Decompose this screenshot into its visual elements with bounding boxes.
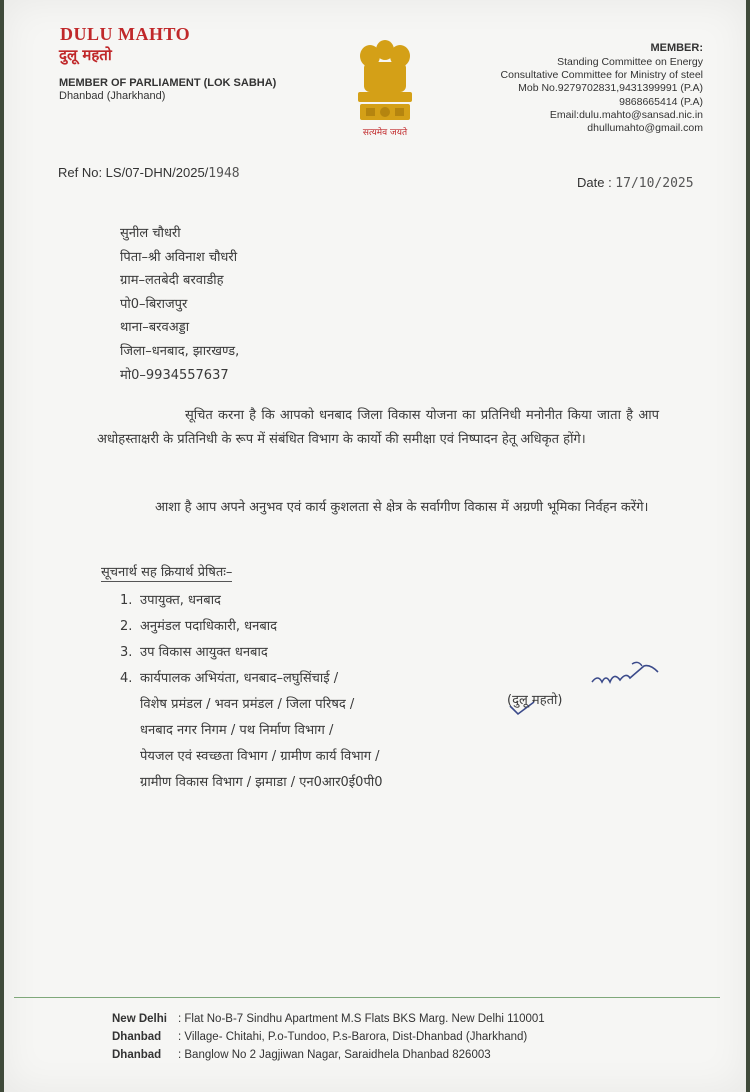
footer-city: Dhanbad <box>112 1049 162 1061</box>
member-line: 9868665414 (P.A) <box>619 95 703 108</box>
list-item-continuation: पेयजल एवं स्वच्छता विभाग / ग्रामीण कार्य विभाग / <box>140 749 380 764</box>
cc-list <box>120 588 382 796</box>
member-line: Standing Committee on Energy <box>557 56 703 68</box>
list-item <box>120 614 382 640</box>
para1-text: सूचित करना है कि आपको धनबाद जिला विकास योजना का प्रतिनिधी मनोनीत किया जाता है आप अधोहस्ताक्षरी के प्रतिनिधी के रूप में संबंधित विभाग के कार्यो की समीक्षा एवं निष्पादन हेतू अधिकृत होंगे। <box>97 408 659 447</box>
list-item <box>120 640 382 666</box>
list-item-number: 4. <box>120 671 133 686</box>
addressee-line: सुनील चौधरी <box>120 226 181 241</box>
reference-number <box>58 165 240 181</box>
ref-label: Ref No: LS/07-DHN/2025/ <box>58 165 209 180</box>
addressee-line: जिला–धनबाद, झारखण्ड, <box>120 343 240 359</box>
handwritten-signature <box>504 652 674 722</box>
footer-line <box>112 1046 545 1064</box>
para2-text: आशा है आप अपने अनुभव एवं कार्य कुशलता से क्षेत्र के सर्वागीण विकास में अग्रणी भूमिका निर्वहन करेंगे। <box>155 500 649 515</box>
list-item <box>120 588 382 614</box>
footer-line <box>112 1010 545 1028</box>
addressee-line: मो0–9934557637 <box>120 367 229 383</box>
list-item-number: 3. <box>120 645 133 660</box>
footer-addresses <box>112 1010 545 1064</box>
footer-divider <box>14 997 720 998</box>
list-item-text: उप विकास आयुक्त धनबाद <box>140 645 268 660</box>
list-item-continuation: विशेष प्रमंडल / भवन प्रमंडल / जिला परिषद / <box>140 697 355 712</box>
list-item-continuation: ग्रामीण विकास विभाग / झमाडा / एन0आर0ई0पी0 <box>140 775 383 790</box>
date-label: Date : <box>577 175 616 190</box>
list-item-number: 2. <box>120 619 133 634</box>
footer-line <box>112 1028 545 1046</box>
member-line: Email:dulu.mahto@sansad.nic.in <box>549 108 703 121</box>
signatory-name: (दुलू महतो) <box>507 693 563 708</box>
list-item-text: उपायुक्त, धनबाद <box>140 593 221 608</box>
date-handwritten: 17/10/2025 <box>615 176 694 191</box>
addressee-line: थाना–बरवअड्डा <box>120 320 190 336</box>
footer-city: Dhanbad <box>112 1031 162 1043</box>
addressee-block <box>120 222 239 387</box>
list-item-number: 1. <box>120 593 133 608</box>
body-paragraph-2 <box>97 496 659 520</box>
designation: MEMBER OF PARLIAMENT (LOK SABHA) <box>59 77 277 89</box>
footer-address: : Banglow No 2 Jagjiwan Nagar, Saraidhela Dhanbad 826003 <box>178 1049 491 1061</box>
member-details <box>501 56 703 135</box>
member-line: Consultative Committee for Ministry of steel <box>500 69 703 82</box>
member-line: Mob No.9279702831,9431399991 (P.A) <box>518 82 703 95</box>
list-item-continuation: धनबाद नगर निगम / पथ निर्माण विभाग / <box>140 723 334 738</box>
footer-address: : Flat No-B-7 Sindhu Apartment M.S Flats BKS Marg. New Delhi 110001 <box>178 1013 545 1025</box>
footer-address: : Village- Chitahi, P.o-Tundoo, P.s-Barora, Dist-Dhanbad (Jharkhand) <box>178 1031 528 1043</box>
member-line: dhullumahto@gmail.com <box>587 122 703 135</box>
letter-page <box>4 0 746 1092</box>
member-heading: MEMBER: <box>650 42 703 54</box>
list-item <box>120 666 382 692</box>
addressee-line: पिता–श्री अविनाश चौधरी <box>120 249 238 265</box>
constituency: Dhanbad (Jharkhand) <box>59 90 166 102</box>
body-paragraph-1 <box>97 404 659 452</box>
cc-heading: सूचनार्थ सह क्रियार्थ प्रेषितः– <box>101 562 232 582</box>
ref-handwritten: 1948 <box>208 166 240 181</box>
mp-name-hindi: दुलू महतो <box>59 46 112 64</box>
addressee-line: ग्राम–लतबेदी बरवाडीह <box>120 273 224 289</box>
addressee-line: पो0–बिराजपुर <box>120 296 188 312</box>
mp-name-english: DULU MAHTO <box>60 24 191 44</box>
list-item-text: अनुमंडल पदाधिकारी, धनबाद <box>140 619 278 634</box>
letter-date <box>577 175 694 191</box>
list-item-text: कार्यपालक अभियंता, धनबाद–लघुसिंचाई / <box>140 671 339 686</box>
emblem-caption: सत्यमेव जयते <box>362 128 408 138</box>
national-emblem-icon <box>350 36 420 140</box>
footer-city: New Delhi <box>112 1013 167 1025</box>
